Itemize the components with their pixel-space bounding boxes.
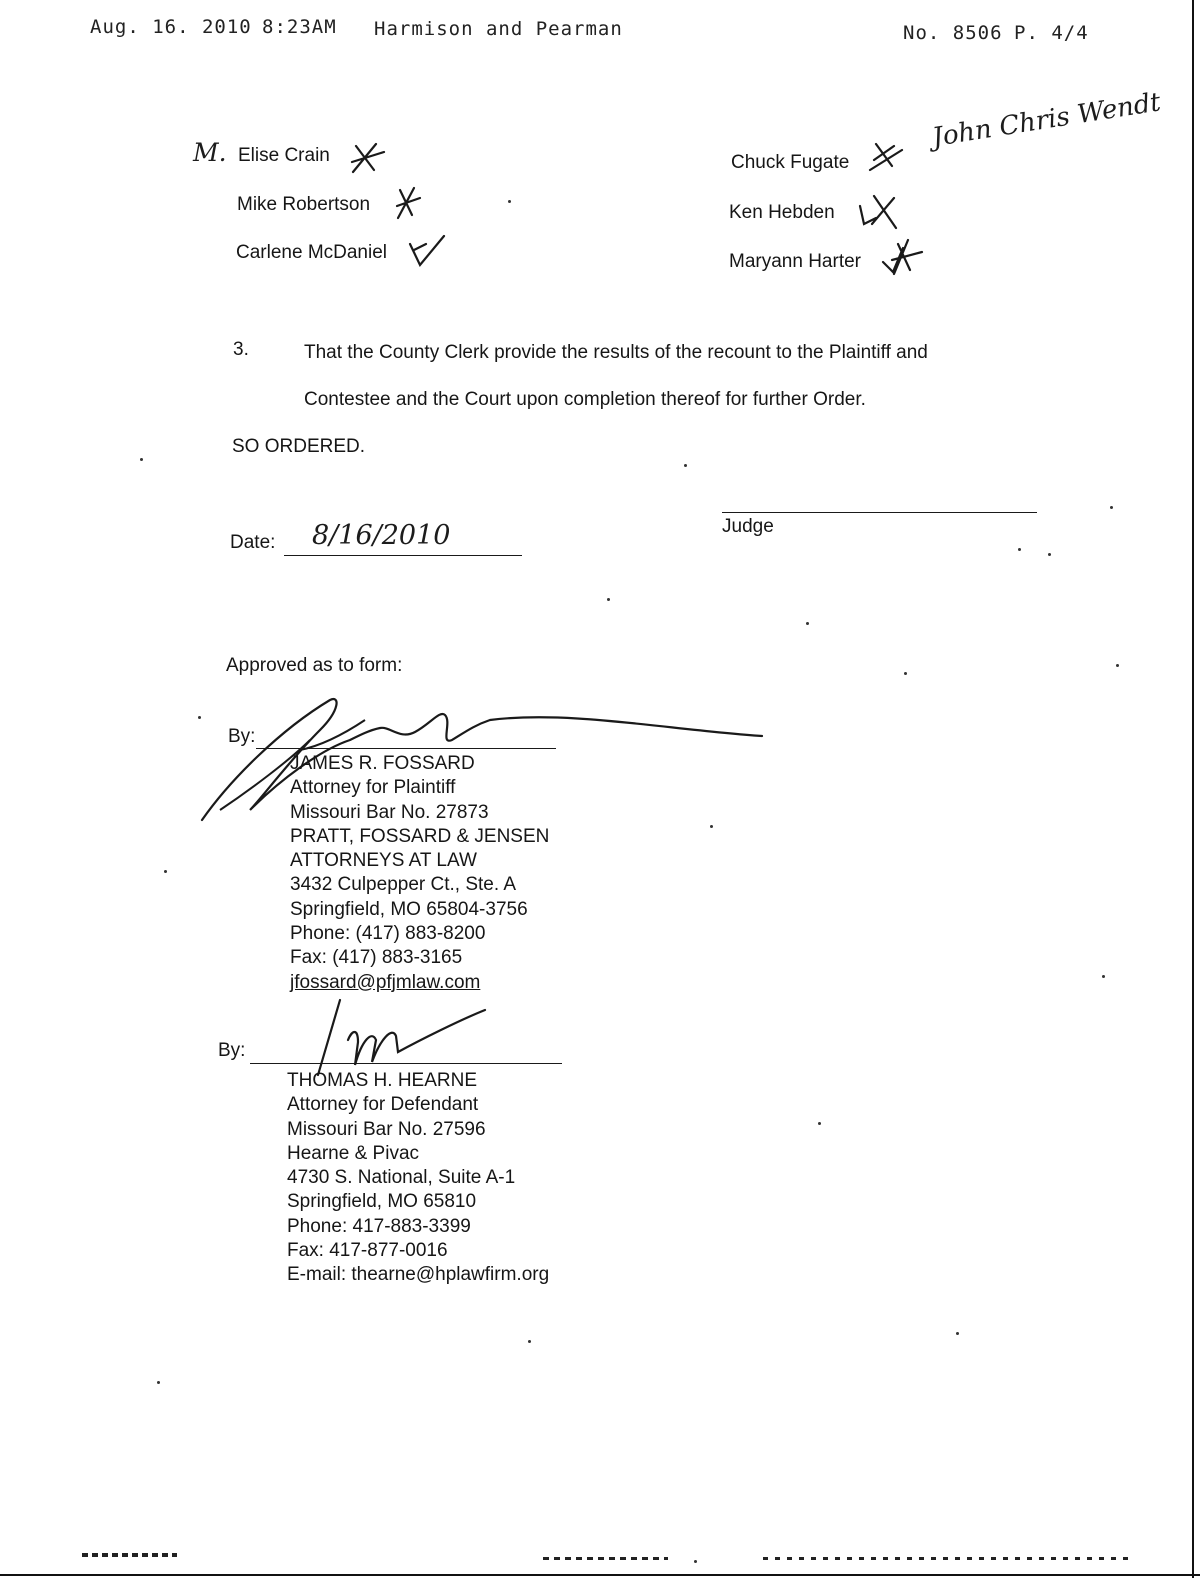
scan-speck: [1018, 548, 1021, 551]
judge-signature-line: [722, 512, 1037, 513]
defendant-role: Attorney for Defendant: [287, 1094, 479, 1116]
defendant-email: E-mail: thearne@hplawfirm.org: [287, 1264, 550, 1286]
name-maryann-harter: Maryann Harter: [729, 251, 861, 272]
defendant-signature: [300, 990, 560, 1080]
defendant-bar-number: Missouri Bar No. 27596: [287, 1118, 486, 1140]
scan-speck: [1110, 506, 1113, 509]
scan-speck: [904, 672, 907, 675]
defendant-phone: Phone: 417-883-3399: [287, 1215, 471, 1237]
scan-edge-mark: [82, 1553, 177, 1557]
plaintiff-bar-number: Missouri Bar No. 27873: [290, 801, 489, 823]
defendant-firm: Hearne & Pivac: [287, 1142, 420, 1164]
date-label: Date:: [230, 532, 276, 553]
scan-speck: [694, 1560, 697, 1563]
fax-page: P. 4/4: [1014, 22, 1089, 44]
so-ordered: SO ORDERED.: [232, 436, 366, 457]
approved-as-to-form: Approved as to form:: [226, 655, 403, 676]
defendant-city: Springfield, MO 65810: [287, 1191, 477, 1213]
scan-speck: [164, 870, 167, 873]
fax-time: 8:23AM: [262, 16, 337, 38]
scan-speck: [508, 200, 511, 203]
name-ken-hebden: Ken Hebden: [729, 202, 835, 223]
scan-speck: [157, 1381, 160, 1384]
plaintiff-address: 3432 Culpepper Ct., Ste. A: [290, 874, 517, 896]
plaintiff-firm-subtitle: ATTORNEYS AT LAW: [290, 850, 477, 872]
defendant-name: THOMAS H. HEARNE: [287, 1070, 478, 1091]
fax-sender: Harmison and Pearman: [374, 18, 623, 40]
scan-speck: [956, 1332, 959, 1335]
by-label-defendant: By:: [218, 1040, 246, 1061]
scan-speck: [1102, 975, 1105, 978]
scan-edge-mark: [763, 1557, 1133, 1560]
scan-speck: [1048, 553, 1051, 556]
plaintiff-email-link[interactable]: jfossard@pfjmlaw.com: [290, 971, 481, 993]
scan-edge-mark: [543, 1557, 668, 1560]
name-mike-robertson: Mike Robertson: [237, 194, 371, 215]
scan-speck: [684, 464, 687, 467]
clause-line-2: Contestee and the Court upon completion thereof for further Order.: [304, 389, 866, 410]
scan-speck: [1116, 664, 1119, 667]
plaintiff-attorney-block: [290, 752, 549, 995]
fax-number: No. 8506: [903, 22, 1003, 44]
name-prefix: M.: [193, 138, 227, 167]
clause-line-1: That the County Clerk provide the results of the recount to the Plaintiff and: [304, 342, 928, 363]
plaintiff-role: Attorney for Plaintiff: [290, 777, 456, 799]
checkmark-marks: [0, 0, 1200, 300]
defendant-attorney-block: [287, 1069, 549, 1288]
scan-speck: [607, 598, 610, 601]
plaintiff-fax: Fax: (417) 883-3165: [290, 947, 463, 969]
judge-label: Judge: [722, 516, 774, 537]
defendant-fax: Fax: 417-877-0016: [287, 1240, 448, 1262]
date-handwritten: 8/16/2010: [312, 520, 451, 551]
scan-speck: [528, 1340, 531, 1343]
scan-speck: [806, 622, 809, 625]
name-carlene-mcdaniel: Carlene McDaniel: [236, 242, 388, 263]
name-elise-crain: Elise Crain: [238, 145, 330, 166]
clause-number: 3.: [233, 339, 249, 360]
defendant-address: 4730 S. National, Suite A-1: [287, 1167, 516, 1189]
by-label-plaintiff: By:: [228, 726, 256, 747]
plaintiff-city: Springfield, MO 65804-3756: [290, 898, 528, 920]
scan-speck: [198, 716, 201, 719]
plaintiff-phone: Phone: (417) 883-8200: [290, 923, 486, 945]
date-underline: [284, 555, 522, 556]
page-edge-right: [1192, 0, 1194, 1578]
scan-speck: [710, 825, 713, 828]
plaintiff-firm: PRATT, FOSSARD & JENSEN: [290, 825, 550, 847]
page-edge-bottom: [0, 1574, 1200, 1576]
scan-speck: [140, 458, 143, 461]
plaintiff-name: JAMES R. FOSSARD: [290, 753, 475, 774]
name-chuck-fugate: Chuck Fugate: [731, 152, 850, 173]
fax-date: Aug. 16. 2010: [90, 16, 252, 38]
scan-speck: [818, 1122, 821, 1125]
handwritten-annotation: John Chris Wendt: [930, 87, 1163, 153]
